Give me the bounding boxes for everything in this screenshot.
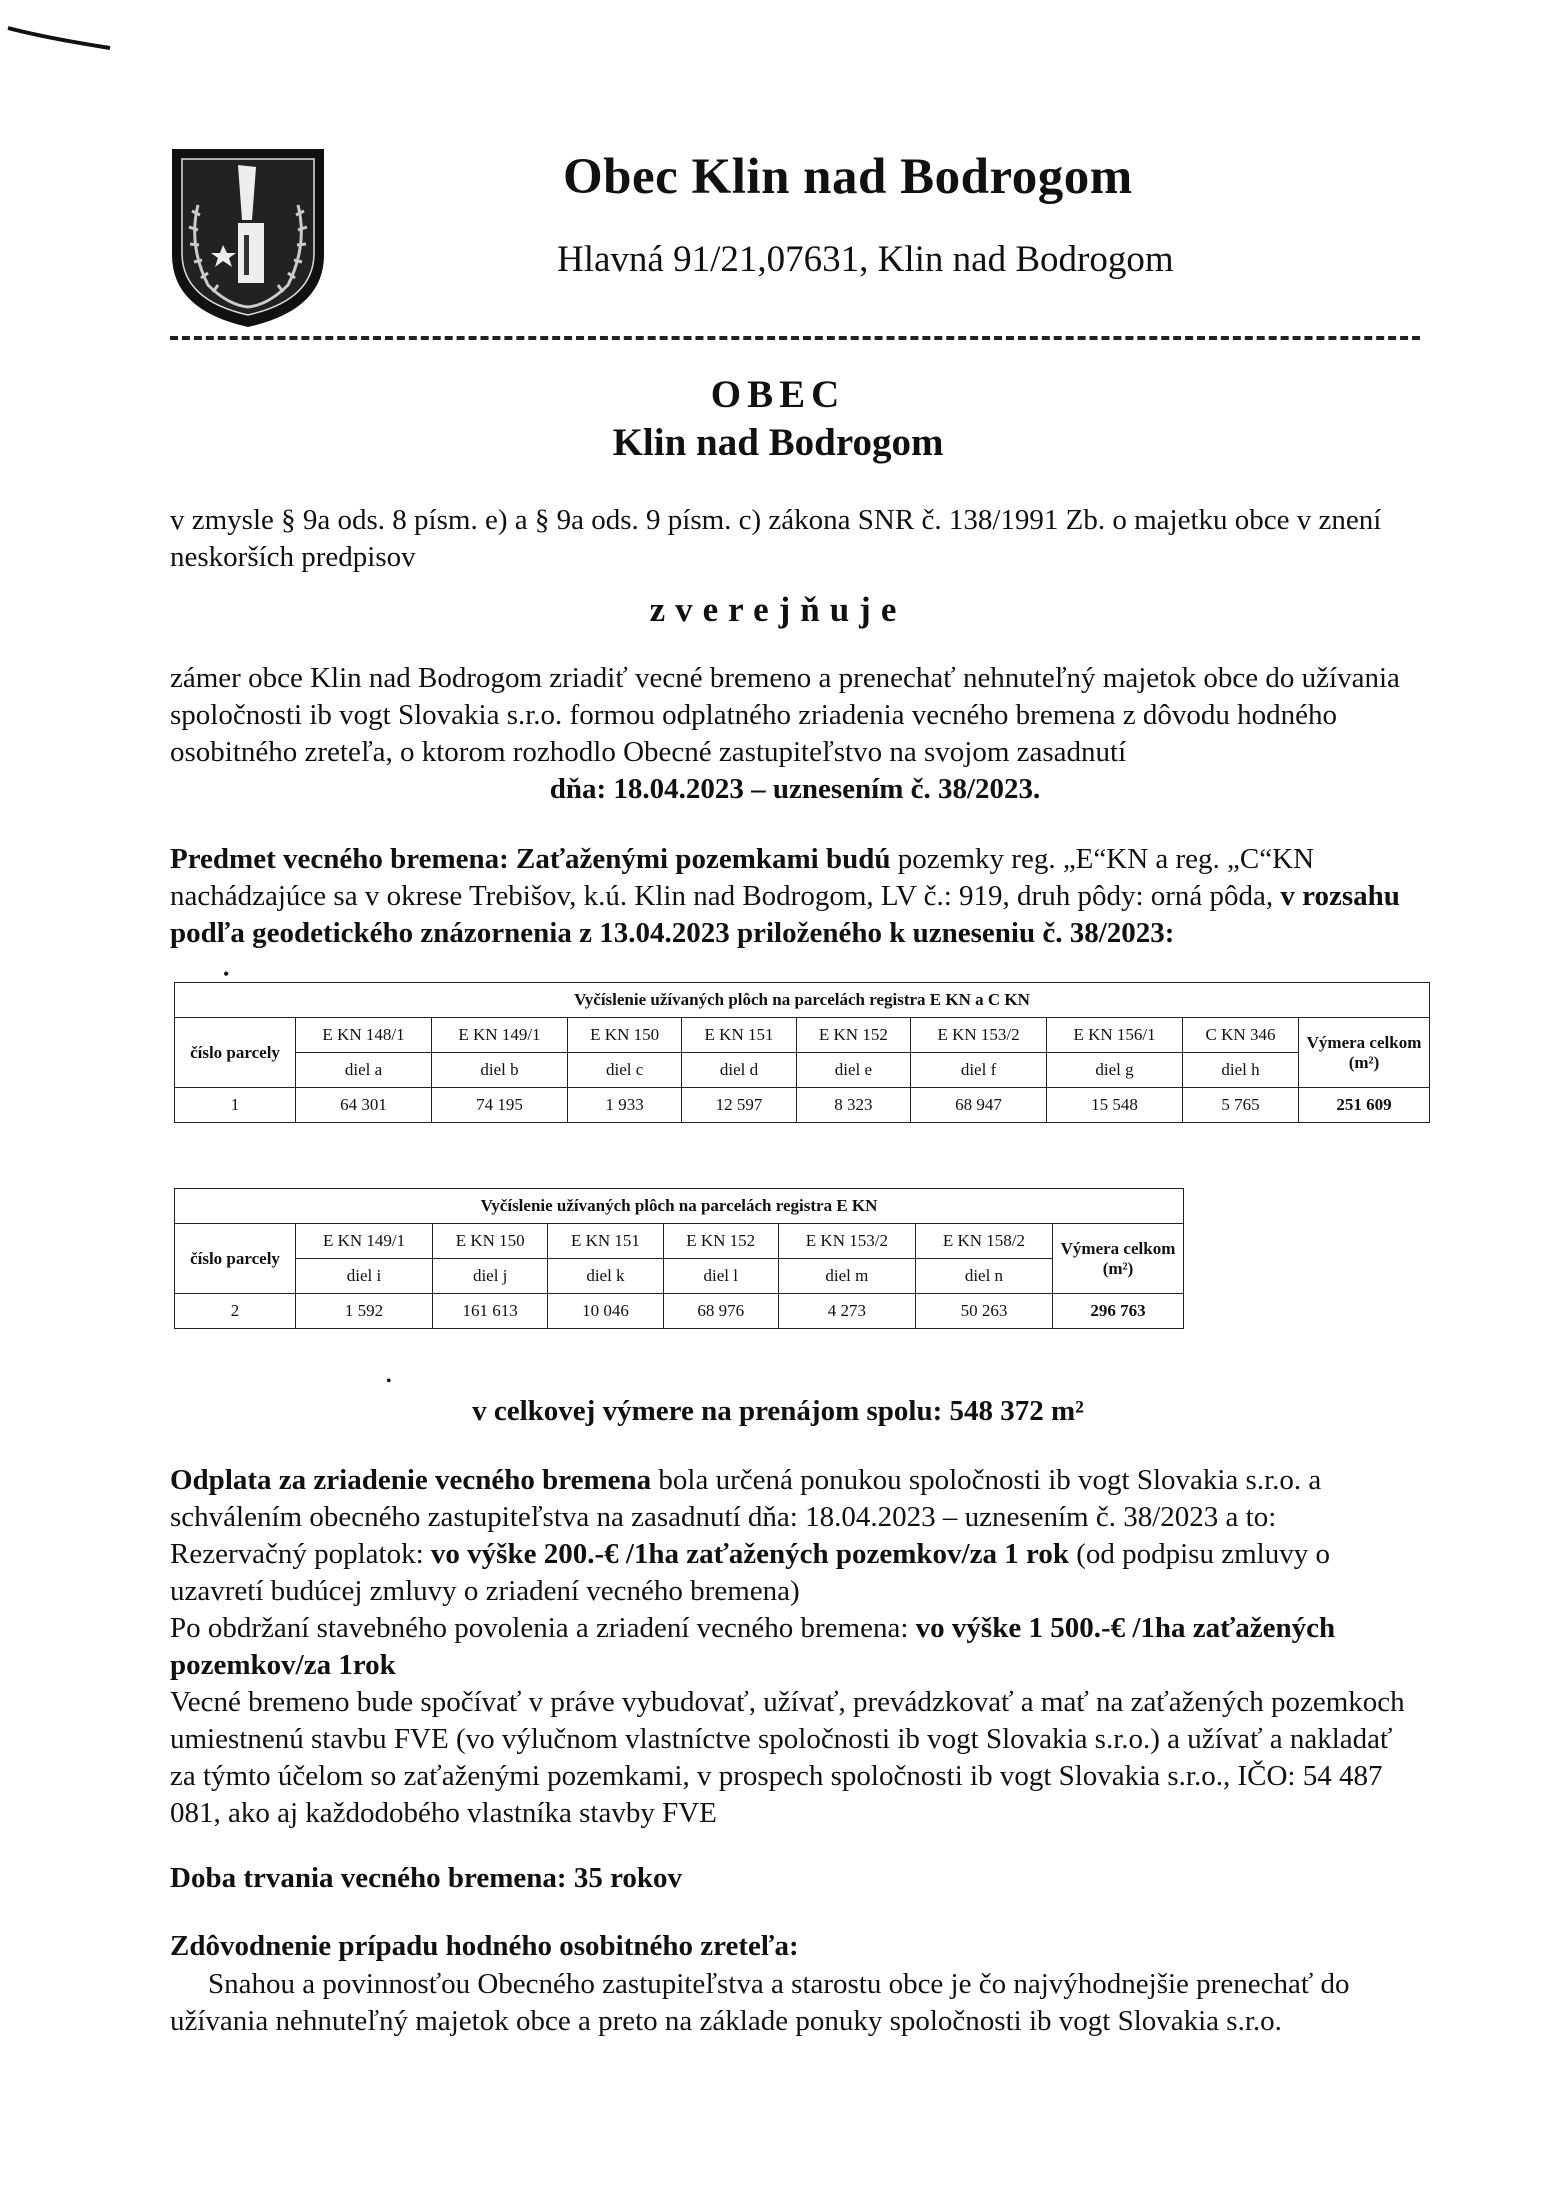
table2-parcel: E KN 150 [433, 1224, 548, 1259]
heading-municipality-name: Klin nad Bodrogom [612, 421, 944, 464]
table1-value: 68 947 [911, 1088, 1047, 1123]
table1-part: diel d [682, 1053, 796, 1088]
municipality-title: Obec Klin nad Bodrogom [563, 149, 1133, 205]
table1-parcel: E KN 152 [796, 1018, 910, 1053]
table1-total: 251 609 [1299, 1088, 1430, 1123]
table1-row-number: 1 [175, 1088, 296, 1123]
table1-parcel: E KN 148/1 [296, 1018, 432, 1053]
table2-value: 68 976 [663, 1294, 778, 1329]
payment-paragraph [170, 1462, 1420, 1832]
after-permit-prefix: Po obdržaní stavebného povolenia a zriadení vecného bremena: [170, 1612, 909, 1644]
reservation-suffix: (od podpisu zmluvy o uzavretí budúcej zmluvy o zriadení vecného bremena) [170, 1538, 1330, 1607]
table1-part: diel b [431, 1053, 567, 1088]
burden-scope-text: Vecné bremeno bude spočívať v práve vybudovať, užívať, prevádzkovať a mať na zaťažených pozemkoch umiestnenú stavbu FVE (vo výlučnom vlastníctve spoločnosti ib vogt Slovakia s.r.o.) a užívať a nakladať za týmto účelom so zaťaženými pozemkami, v prospech spoločnosti ib vogt Slovakia s.r.o., IČO: 54 487 081, ako aj každodobého vlastníka stavby FVE [170, 1686, 1405, 1829]
table2-value: 1 592 [296, 1294, 433, 1329]
intro-paragraph [170, 660, 1420, 808]
subject-label: Predmet vecného bremena: [170, 843, 509, 875]
justification-heading: Zdôvodnenie prípadu hodného osobitného zreteľa: [170, 1930, 799, 1962]
table1-part: diel f [911, 1053, 1047, 1088]
burden-duration: Doba trvania vecného bremena: 35 rokov [170, 1862, 683, 1894]
after-permit-fee: vo výške 1 500.-€ /1ha zaťažených pozemkov/za 1rok [170, 1612, 1336, 1681]
table1-value: 64 301 [296, 1088, 432, 1123]
table2-total: 296 763 [1053, 1294, 1184, 1329]
table1-parcel: E KN 153/2 [911, 1018, 1047, 1053]
table1-part: diel h [1183, 1053, 1299, 1088]
table2-part: diel l [663, 1259, 778, 1294]
table2-parcel: E KN 149/1 [296, 1224, 433, 1259]
table1-value: 5 765 [1183, 1088, 1299, 1123]
table1-row-header: číslo parcely [175, 1018, 296, 1088]
subject-paragraph [170, 841, 1420, 952]
table2-parcel: E KN 151 [548, 1224, 663, 1259]
header-divider [170, 336, 1420, 340]
stray-dot: • [386, 1373, 392, 1390]
table2-value: 161 613 [433, 1294, 548, 1329]
intro-text: zámer obce Klin nad Bodrogom zriadiť vecné bremeno a prenechať nehnuteľný majetok obce do užívania spoločnosti ib vogt Slovakia s.r.o. formou odplatného zriadenia vecného bremena z dôvodu hodného osobitného zreteľa, o ktorom rozhodlo Obecné zastupiteľstvo na svojom zasadnutí [170, 662, 1400, 768]
subject-text: pozemky reg. „E“KN a reg. „C“KN nachádzajúce sa v okrese Trebišov, k.ú. Klin nad Bodrogom, LV č.: 919, druh pôdy: orná pôda, [170, 843, 1315, 912]
decision-reference: dňa: 18.04.2023 – uznesením č. 38/2023. [549, 773, 1041, 805]
table1-parcel: E KN 151 [682, 1018, 796, 1053]
table2-parcel: E KN 153/2 [778, 1224, 915, 1259]
table1-part: diel g [1047, 1053, 1183, 1088]
table1-value: 74 195 [431, 1088, 567, 1123]
table1-value: 12 597 [682, 1088, 796, 1123]
table2-parcel: E KN 152 [663, 1224, 778, 1259]
table1-value: 15 548 [1047, 1088, 1183, 1123]
table1-value: 1 933 [567, 1088, 681, 1123]
parcel-table-1 [174, 982, 1430, 1123]
table1-parcel: E KN 156/1 [1047, 1018, 1183, 1053]
reservation-prefix: Rezervačný poplatok: [170, 1538, 424, 1570]
table2-part: diel i [296, 1259, 433, 1294]
table2-part: diel k [548, 1259, 663, 1294]
justification-text: Snahou a povinnosťou Obecného zastupiteľstva a starostu obce je čo najvýhodnejšie prenechať do užívania nehnuteľný majetok obce a preto na základe ponuky spoločnosti ib vogt Slovakia s.r.o. [170, 1968, 1350, 2037]
table1-parcel: E KN 150 [567, 1018, 681, 1053]
table2-row-number: 2 [175, 1294, 296, 1329]
table2-row-header: číslo parcely [175, 1224, 296, 1294]
legal-basis-text: v zmysle § 9a ods. 8 písm. e) a § 9a ods. 9 písm. c) zákona SNR č. 138/1991 Zb. o majetku obce v znení neskorších predpisov [170, 504, 1382, 573]
table2-caption: Vyčíslenie užívaných plôch na parcelách registra E KN [175, 1189, 1184, 1224]
table1-part: diel c [567, 1053, 681, 1088]
parcel-table-2 [174, 1188, 1184, 1329]
bullet-dot: • [223, 964, 230, 984]
table2-part: diel j [433, 1259, 548, 1294]
table2-value: 50 263 [915, 1294, 1052, 1329]
table1-total-header: Výmera celkom (m²) [1299, 1018, 1430, 1088]
total-area-statement: v celkovej výmere na prenájom spolu: 548 372 m² [472, 1395, 1084, 1427]
table2-value: 10 046 [548, 1294, 663, 1329]
table1-part: diel a [296, 1053, 432, 1088]
payment-label: Odplata za zriadenie vecného bremena [170, 1464, 652, 1496]
reservation-fee: vo výške 200.-€ /1ha zaťažených pozemkov/za 1 rok [430, 1538, 1069, 1570]
subject-bold-part: Zaťaženými pozemkami budú [516, 843, 891, 875]
table1-parcel: E KN 149/1 [431, 1018, 567, 1053]
subject-bold-end: v rozsahu podľa geodetického znázornenia z 13.04.2023 priloženého k uzneseniu č. 38/2023: [170, 880, 1400, 949]
coat-of-arms-logo [168, 145, 328, 330]
pen-stroke-mark [6, 20, 116, 50]
table2-part: diel m [778, 1259, 915, 1294]
table2-part: diel n [915, 1259, 1052, 1294]
table2-value: 4 273 [778, 1294, 915, 1329]
table1-part: diel e [796, 1053, 910, 1088]
publishes-verb: zverejňuje [649, 590, 907, 629]
payment-text: bola určená ponukou spoločnosti ib vogt Slovakia s.r.o. a schválením obecného zastupiteľstva na zasadnutí dňa: 18.04.2023 – uznesením č. 38/2023 a to: [170, 1464, 1322, 1533]
table1-parcel: C KN 346 [1183, 1018, 1299, 1053]
municipality-address: Hlavná 91/21,07631, Klin nad Bodrogom [557, 239, 1174, 280]
table1-value: 8 323 [796, 1088, 910, 1123]
table2-parcel: E KN 158/2 [915, 1224, 1052, 1259]
table2-total-header: Výmera celkom (m²) [1053, 1224, 1184, 1294]
heading-obec: OBEC [710, 373, 846, 416]
table1-caption: Vyčíslenie užívaných plôch na parcelách registra E KN a C KN [175, 983, 1430, 1018]
